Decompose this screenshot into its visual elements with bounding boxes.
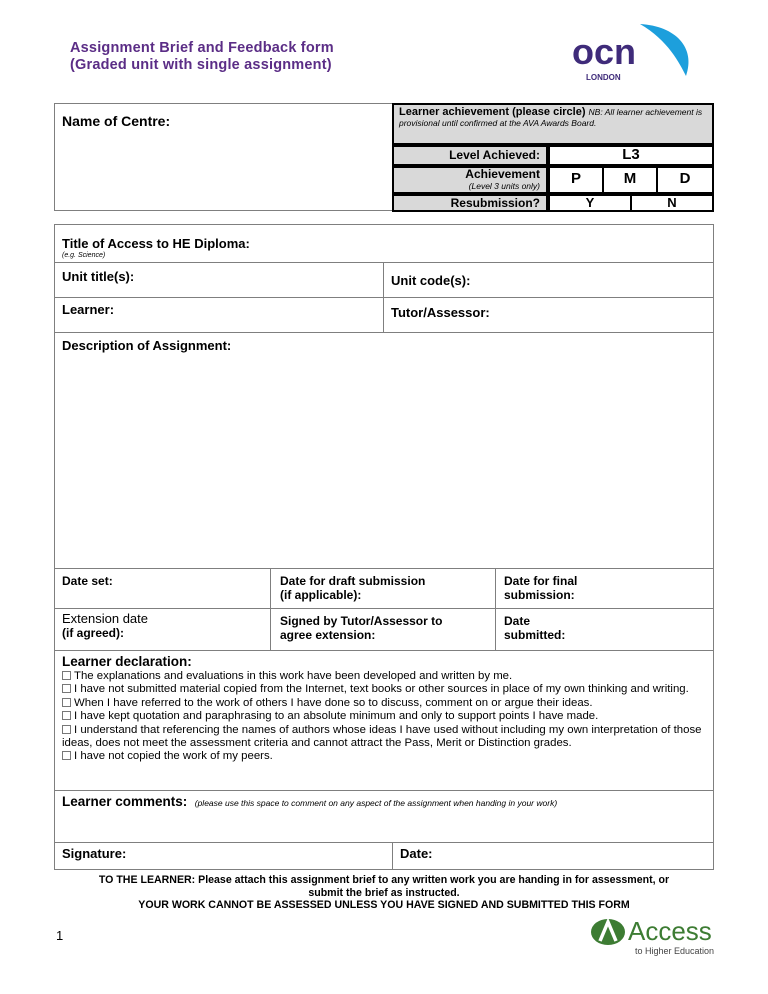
resubmission-yes-label: Y bbox=[585, 195, 595, 210]
centre-input[interactable] bbox=[65, 136, 385, 206]
resubmission-label: Resubmission? bbox=[450, 196, 540, 210]
divider bbox=[54, 650, 714, 651]
date-submitted-label: Date submitted: bbox=[504, 614, 566, 642]
form-title: Assignment Brief and Feedback form (Graded unit with single assignment) bbox=[70, 40, 334, 73]
description-area[interactable] bbox=[62, 358, 702, 563]
divider bbox=[54, 790, 714, 791]
divider bbox=[54, 842, 714, 843]
svg-text:ocn: ocn bbox=[572, 31, 637, 72]
svg-text:to Higher Education: to Higher Education bbox=[635, 946, 715, 956]
checkbox[interactable] bbox=[62, 711, 71, 720]
achievement-label: Achievement (Level 3 units only) bbox=[465, 167, 540, 191]
checkbox[interactable] bbox=[62, 684, 71, 693]
divider bbox=[54, 262, 714, 263]
divider bbox=[392, 842, 393, 870]
date-set-label: Date set: bbox=[62, 574, 113, 588]
achievement-heading: Learner achievement (please circle) NB: All learner achievement is provisional until confirmed at the AVA Awards Board. bbox=[399, 106, 703, 128]
level-label: Level Achieved: bbox=[449, 148, 540, 162]
declaration-item: I have kept quotation and paraphrasing to an absolute minimum and only to support points I have made. bbox=[62, 710, 707, 723]
divider bbox=[495, 568, 496, 650]
declaration-list bbox=[62, 670, 707, 764]
declaration-item: I have not submitted material copied from the Internet, text books or other sources in place of my own thinking and writing. bbox=[62, 683, 707, 696]
diploma-label: Title of Access to HE Diploma: bbox=[62, 236, 250, 251]
level-value: L3 bbox=[622, 146, 640, 163]
grade-pass-label: P bbox=[570, 170, 581, 187]
ocn-logo bbox=[568, 20, 698, 92]
divider bbox=[54, 608, 714, 609]
divider bbox=[270, 568, 271, 650]
final-date-label: Date for final submission: bbox=[504, 574, 578, 602]
svg-text:LONDON: LONDON bbox=[586, 73, 621, 82]
svg-text:Access: Access bbox=[628, 916, 712, 946]
comments-label: Learner comments: (please use this space to comment on any aspect of the assignment when handing in your work) bbox=[62, 794, 558, 809]
checkbox[interactable] bbox=[62, 671, 71, 680]
divider bbox=[54, 297, 714, 298]
grade-merit-label: M bbox=[623, 170, 637, 187]
checkbox[interactable] bbox=[62, 698, 71, 707]
grade-distinction-label: D bbox=[679, 170, 691, 187]
extension-date-label: Extension date (if agreed): bbox=[62, 611, 149, 640]
signature-label: Signature: bbox=[62, 846, 127, 861]
diploma-hint: (e.g. Science) bbox=[62, 252, 106, 259]
declaration-item: The explanations and evaluations in this work have been developed and written by me. bbox=[62, 670, 707, 683]
description-label: Description of Assignment: bbox=[62, 338, 232, 353]
unit-code-label: Unit code(s): bbox=[391, 273, 471, 288]
learner-label: Learner: bbox=[62, 302, 115, 317]
page-number: 1 bbox=[56, 928, 64, 943]
declaration-item: When I have referred to the work of others I have done so to discuss, comment on or argue their ideas. bbox=[62, 697, 707, 710]
checkbox[interactable] bbox=[62, 751, 71, 760]
declaration-item: I understand that referencing the names of authors whose ideas I have used without including my own interpretation of those ideas, does not meet the assessment criteria and cannot attract the Pass, Merit or Distinction grades. bbox=[62, 723, 702, 750]
centre-label: Name of Centre: bbox=[62, 113, 171, 129]
access-logo bbox=[590, 914, 730, 958]
declaration-item: I have not copied the work of my peers. bbox=[62, 750, 707, 763]
tutor-label: Tutor/Assessor: bbox=[391, 305, 490, 320]
signature-date-label: Date: bbox=[400, 846, 433, 861]
divider bbox=[54, 568, 714, 569]
checkbox[interactable] bbox=[62, 725, 71, 734]
unit-title-label: Unit title(s): bbox=[62, 269, 135, 284]
declaration-heading: Learner declaration: bbox=[62, 654, 192, 669]
footer-instructions: TO THE LEARNER: Please attach this assignment brief to any written work you are handing in for assessment, or submit the brief as instructed. YOUR WORK CANNOT BE ASSESSED UNLESS YOU HAVE SIGNED AND SUBMITTED THIS FORM bbox=[98, 874, 670, 911]
draft-date-label: Date for draft submission (if applicable): bbox=[280, 574, 426, 602]
divider bbox=[54, 332, 714, 333]
resubmission-no-label: N bbox=[667, 195, 677, 210]
comments-area[interactable] bbox=[62, 810, 702, 840]
signed-extension-label: Signed by Tutor/Assessor to agree extension: bbox=[280, 614, 443, 642]
